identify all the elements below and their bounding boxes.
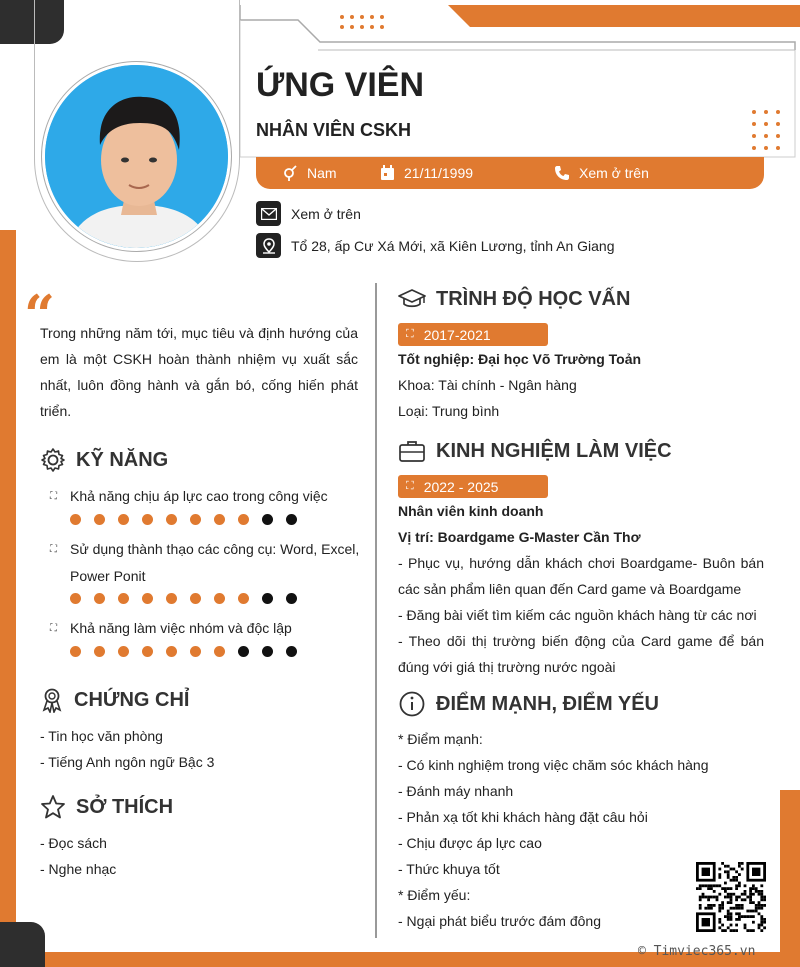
email-value: Xem ở trên	[291, 205, 361, 222]
rating-dot	[286, 514, 297, 525]
gender-value: Nam	[307, 165, 337, 181]
quote-icon: “	[24, 283, 56, 347]
left-accent-bar	[0, 230, 16, 967]
skills-section-title	[40, 447, 168, 473]
education-period	[398, 323, 548, 346]
hobbies-title: SỞ THÍCH	[76, 795, 174, 818]
strength-line: * Điểm mạnh:	[398, 731, 483, 747]
skill-rating-2	[70, 593, 360, 604]
rating-dot	[142, 646, 153, 657]
education-period-value: 2017-2021	[423, 326, 491, 343]
rating-dot	[118, 593, 129, 604]
skill-label-line-2: Power Ponit	[70, 568, 146, 585]
hobbies-section-title	[40, 794, 173, 820]
rating-dot	[214, 646, 225, 657]
info-bar	[256, 157, 764, 189]
address-value: Tổ 28, ấp Cư Xá Mới, xã Kiên Lương, tỉnh An Giang	[291, 237, 615, 254]
rating-dot	[70, 514, 81, 525]
rating-dot	[190, 646, 201, 657]
bullet-icon: ⛶	[50, 544, 57, 556]
right-accent-bar	[780, 790, 800, 967]
bullet-icon: ⛶	[50, 623, 57, 635]
rating-dot	[262, 646, 273, 657]
calendar-icon	[380, 165, 395, 181]
qr-code	[696, 862, 766, 932]
bullet-icon: ⛶	[50, 491, 57, 503]
phone-item	[554, 157, 649, 189]
column-divider	[375, 283, 377, 938]
gender-item	[282, 157, 337, 189]
experience-line: - Theo dõi thị trường biến động của Card game để bán	[398, 633, 764, 649]
certificates-section-title	[40, 687, 189, 713]
rating-dot	[214, 514, 225, 525]
rating-dot	[118, 514, 129, 525]
strength-line: - Có kinh nghiệm trong việc chăm sóc khách hàng	[398, 757, 709, 773]
rating-dot	[286, 593, 297, 604]
rating-dot	[166, 514, 177, 525]
rating-dot	[166, 593, 177, 604]
education-details	[398, 346, 764, 424]
education-title: TRÌNH ĐỘ HỌC VẤN	[436, 287, 631, 310]
experience-line: - Phục vụ, hướng dẫn khách chơi Boardgame- Buôn bán	[398, 555, 764, 571]
rating-dot	[262, 514, 273, 525]
rating-dot	[190, 514, 201, 525]
dots-decoration-top	[340, 15, 384, 29]
info-icon	[398, 690, 426, 718]
watermark: © Timviec365.vn	[638, 944, 756, 959]
rating-dot	[142, 514, 153, 525]
experience-line: - Đăng bài viết tìm kiếm các nguồn khách hàng từ các nơi	[398, 607, 757, 623]
experience-period-value: 2022 - 2025	[423, 478, 499, 495]
dots-decoration-right	[752, 110, 780, 150]
education-faculty: Khoa: Tài chính - Ngân hàng	[398, 377, 577, 393]
gear-icon	[40, 447, 66, 473]
rating-dot	[238, 514, 249, 525]
phone-icon	[554, 165, 570, 181]
strength-line: - Thức khuya tốt	[398, 861, 500, 877]
experience-period	[398, 475, 548, 498]
skill-label: Sử dụng thành thạo các công cụ: Word, Excel,	[70, 541, 360, 557]
email-icon	[256, 201, 281, 226]
strength-line: - Ngại phát biểu trước đám đông	[398, 913, 601, 929]
experience-line: các sản phẩm liên quan đến Card game và Boardgame	[398, 581, 742, 597]
experience-position: Vị trí: Boardgame G-Master Cần Thơ	[398, 529, 641, 545]
candidate-photo	[42, 62, 231, 251]
rating-dot	[94, 646, 105, 657]
award-icon	[40, 687, 64, 713]
certificate-item: - Tin học văn phòng	[40, 728, 163, 744]
rating-dot	[142, 593, 153, 604]
rating-dot	[70, 646, 81, 657]
hobby-item: - Đọc sách	[40, 835, 107, 851]
bullet-icon: ⛶	[406, 480, 414, 492]
hobby-item: - Nghe nhạc	[40, 861, 117, 877]
strengths-section-title	[398, 690, 659, 718]
rating-dot	[286, 646, 297, 657]
job-title: NHÂN VIÊN CSKH	[256, 120, 412, 140]
certificates-list	[40, 723, 214, 775]
email-row	[256, 201, 361, 226]
skill-rating-1	[70, 514, 360, 525]
corner-decoration-bottom-left	[0, 922, 45, 967]
rating-dot	[262, 593, 273, 604]
candidate-name: ỨNG VIÊN	[256, 66, 425, 104]
rating-dot	[214, 593, 225, 604]
gender-icon	[282, 165, 298, 181]
experience-section-title	[398, 439, 672, 463]
education-section-title	[398, 287, 630, 311]
career-objective: Trong những năm tới, mục tiêu và định hướng của em là một CSKH hoàn thành nhiệm vụ xuất sắc nhất, luôn đồng hành và gắn bó, cống hiến phát triển.	[40, 325, 358, 419]
skill-item-3	[50, 615, 360, 657]
graduation-cap-icon	[398, 287, 426, 311]
briefcase-icon	[398, 439, 426, 463]
experience-role: Nhân viên kinh doanh	[398, 503, 544, 519]
dob-value: 21/11/1999	[404, 165, 474, 181]
skills-title: KỸ NĂNG	[76, 448, 169, 471]
strength-line: - Phản xạ tốt khi khách hàng đặt câu hỏi	[398, 809, 648, 825]
location-icon	[256, 233, 281, 258]
skill-label: Khả năng làm việc nhóm và độc lập	[70, 620, 292, 636]
strength-line: * Điểm yếu:	[398, 887, 471, 903]
education-school: Tốt nghiệp: Đại học Võ Trường Toản	[398, 351, 642, 367]
rating-dot	[190, 593, 201, 604]
experience-details	[398, 498, 764, 680]
certificates-title: CHỨNG CHỈ	[74, 688, 190, 711]
skill-rating-3	[70, 646, 360, 657]
experience-line: đúng với giá thị trường nước ngoài	[398, 659, 616, 675]
strengths-title: ĐIỂM MẠNH, ĐIỂM YẾU	[436, 692, 659, 715]
experience-title: KINH NGHIỆM LÀM VIỆC	[436, 439, 672, 462]
skill-label: Khả năng chịu áp lực cao trong công việc	[70, 488, 328, 504]
strength-line: - Đánh máy nhanh	[398, 783, 514, 799]
rating-dot	[70, 593, 81, 604]
education-grade: Loại: Trung bình	[398, 403, 500, 419]
certificate-item: - Tiếng Anh ngôn ngữ Bậc 3	[40, 754, 215, 770]
rating-dot	[94, 514, 105, 525]
rating-dot	[118, 646, 129, 657]
rating-dot	[166, 646, 177, 657]
bullet-icon: ⛶	[406, 328, 414, 340]
star-icon	[40, 794, 66, 820]
dob-item	[380, 157, 473, 189]
rating-dot	[238, 593, 249, 604]
rating-dot	[94, 593, 105, 604]
address-row	[256, 233, 615, 258]
rating-dot	[238, 646, 249, 657]
strength-line: - Chịu được áp lực cao	[398, 835, 542, 851]
skill-item-1	[50, 483, 360, 525]
skill-item-2	[50, 536, 360, 604]
hobbies-list	[40, 830, 116, 882]
phone-value: Xem ở trên	[579, 165, 649, 181]
